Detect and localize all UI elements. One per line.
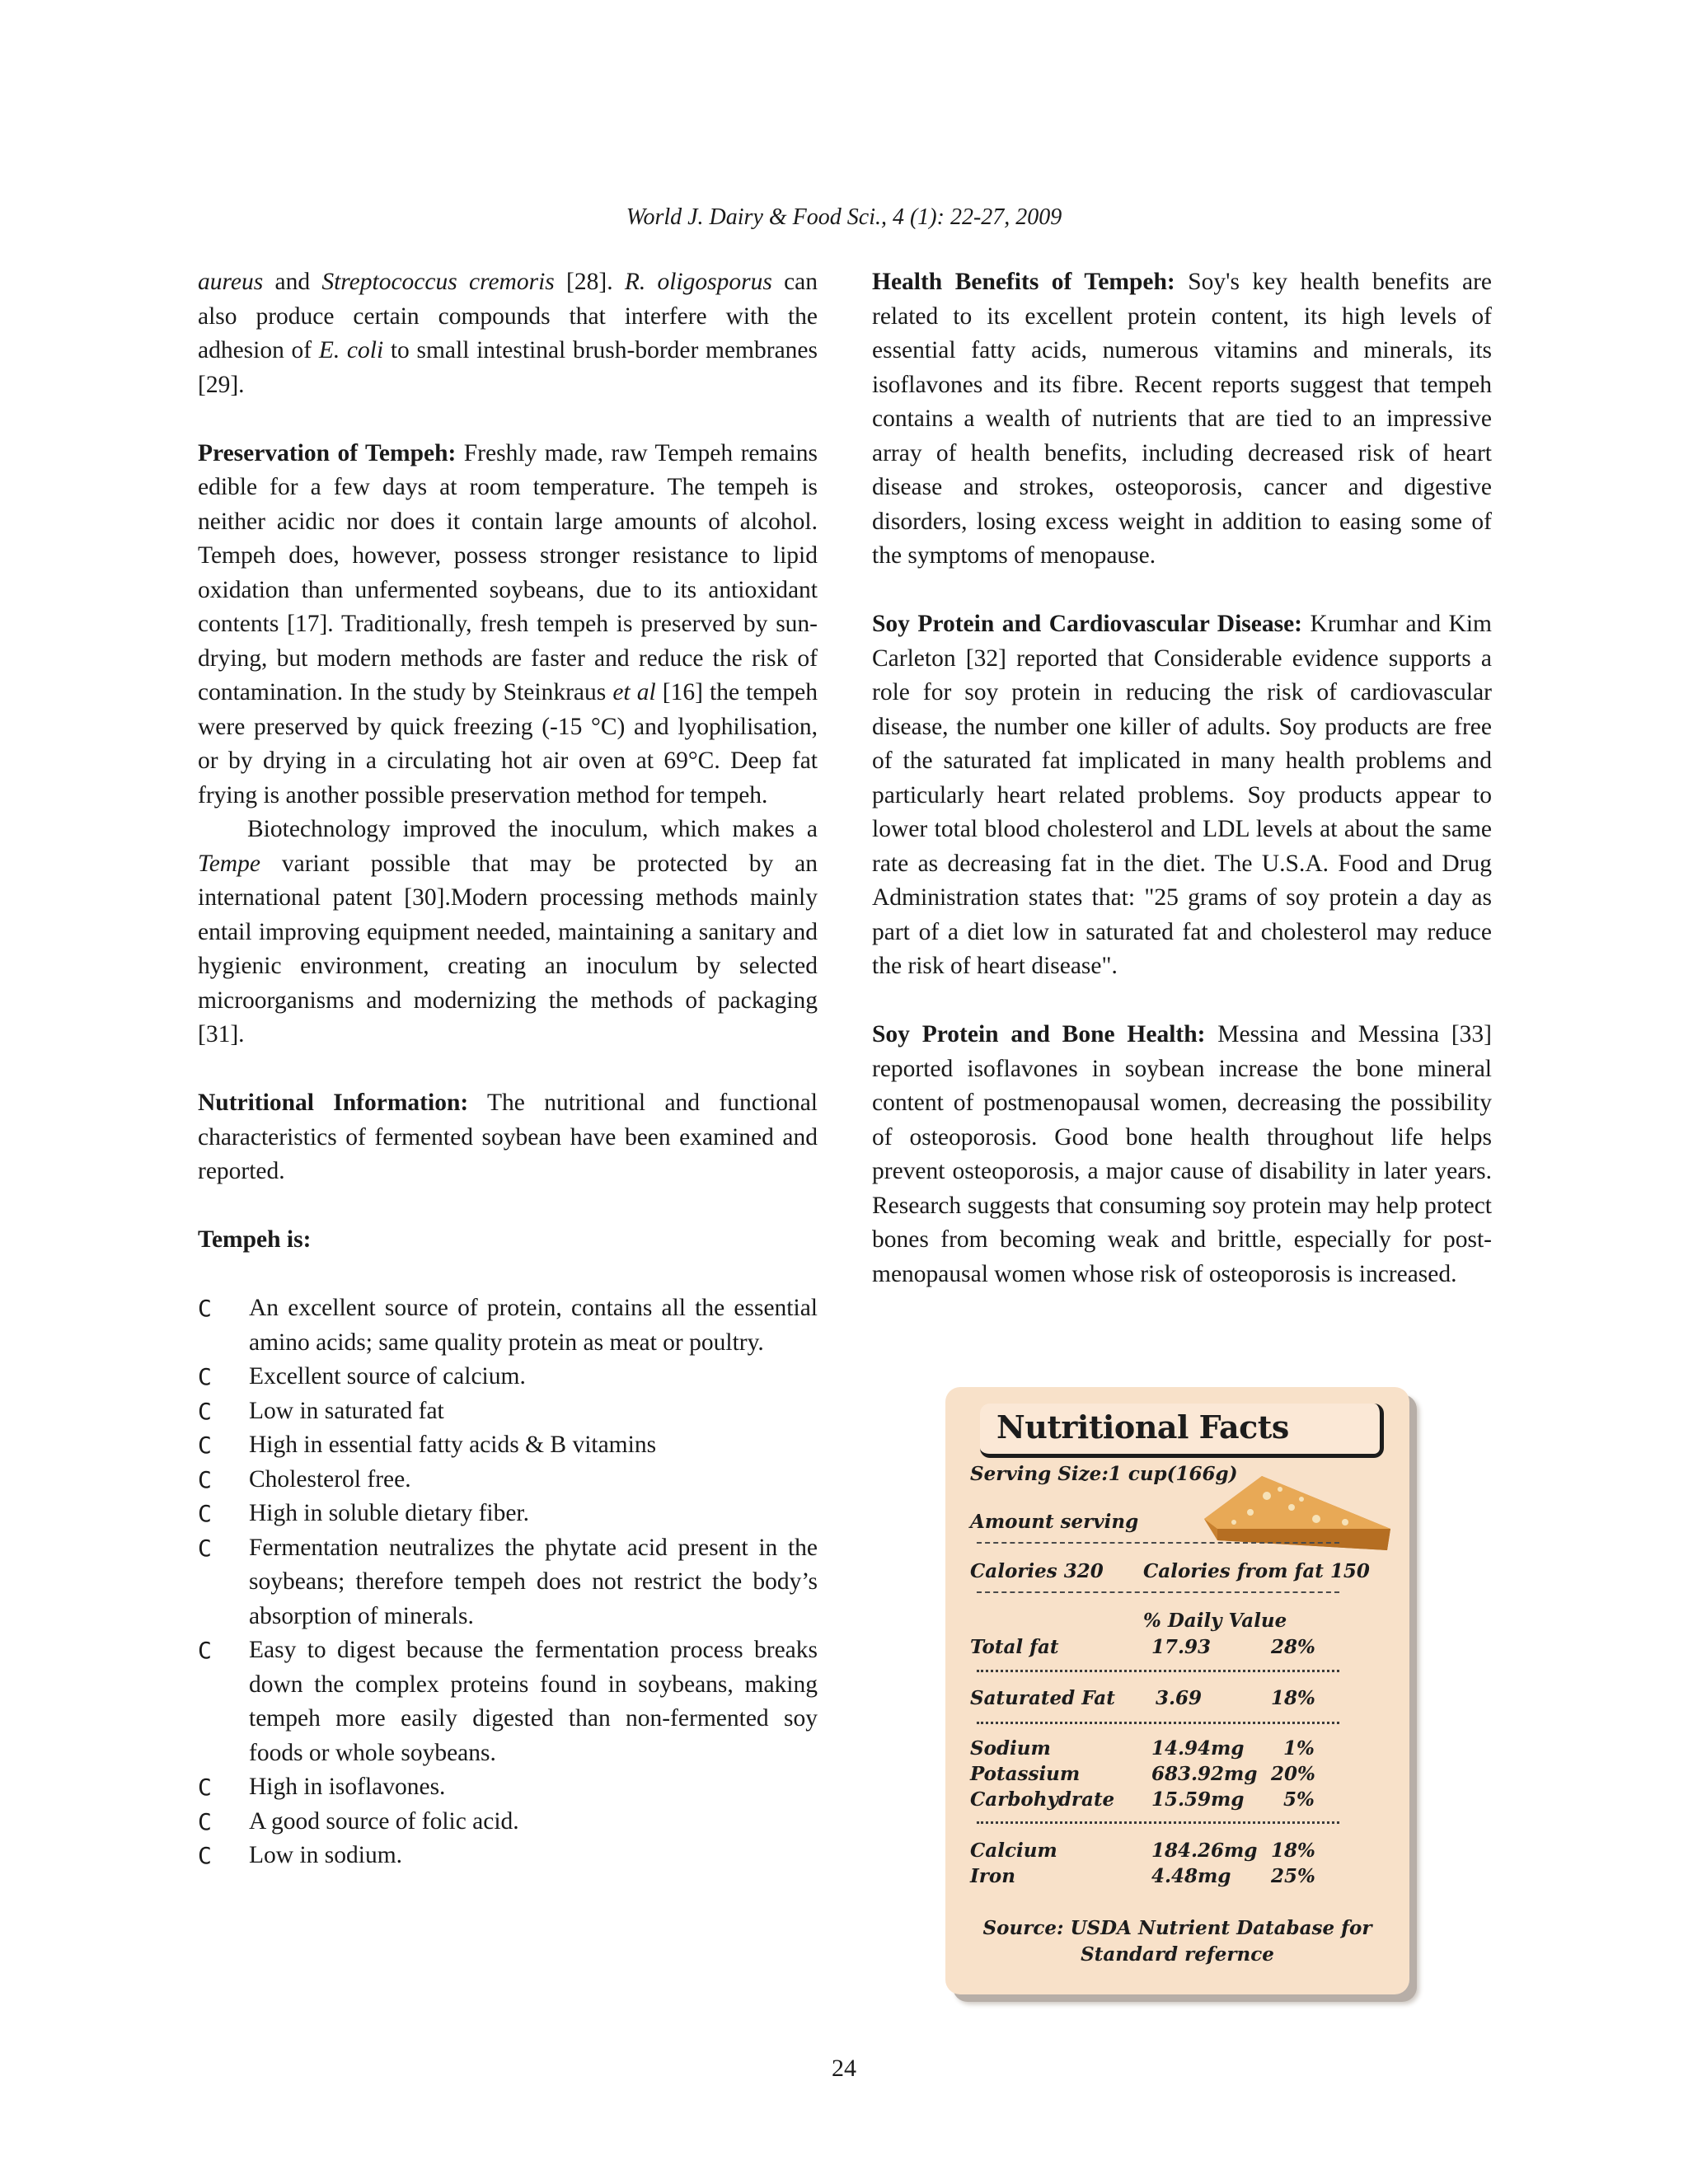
calories-from-fat: Calories from fat 150 (1143, 1560, 1370, 1582)
bullet-mark: C (198, 1295, 212, 1322)
nutrient-amount: 4.48mg (1151, 1865, 1231, 1887)
list-item: C High in isoflavones. (198, 1770, 818, 1805)
list-item: C High in essential fatty acids & B vitamins (198, 1428, 818, 1463)
nutritional-facts-figure (945, 1387, 1409, 1994)
list-item: C Low in sodium. (198, 1839, 818, 1873)
divider (977, 1591, 1339, 1593)
left-column (198, 265, 818, 1873)
divider (977, 1670, 1339, 1672)
bullet-mark: C (198, 1807, 212, 1835)
paragraph-bone-health: Soy Protein and Bone Health: Messina and Messina [33] reported isoflavones in soybean increase the bone mineral content of postmenopausal women, decreasing the possibility of osteoporosis. Good bone health throughout life helps prevent osteoporosis, a major cause of disability in later years. Research suggests that consuming soy protein may help protect bones from becoming weak and brittle, especially for post-menopausal women whose risk of osteoporosis is increased. (872, 1021, 1492, 1287)
list-item: C Fermentation neutralizes the phytate acid present in the soybeans; therefore tempeh does not restrict the body’s absorption of minerals. (198, 1531, 818, 1634)
bullet-mark: C (198, 1534, 212, 1562)
page-number: 24 (832, 2055, 856, 2082)
divider (977, 1722, 1339, 1724)
list-item: C A good source of folic acid. (198, 1805, 818, 1840)
section-heading-preservation: Preservation of Tempeh: (198, 439, 457, 466)
bullet-mark: C (198, 1637, 212, 1664)
paragraph-adhesion: aureus and Streptococcus cremoris [28]. R. oligosporus can also produce certain compounds that interfere with the adhesion of E. coli to small intestinal brush-border membranes [29]. (198, 269, 818, 398)
nutrient-percent: 20% (1271, 1763, 1315, 1785)
nutrient-amount: 184.26mg (1151, 1840, 1258, 1862)
nutrient-percent: 18% (1271, 1840, 1315, 1862)
nutrient-percent: 18% (1271, 1687, 1315, 1709)
nutritional-facts-title-box (980, 1404, 1384, 1458)
calories: Calories 320 (970, 1560, 1104, 1582)
bullet-mark: C (198, 1842, 212, 1869)
list-item: C Cholesterol free. (198, 1463, 818, 1497)
list-item: C High in soluble dietary fiber. (198, 1497, 818, 1531)
source-line-1: Source: USDA Nutrient Database for (982, 1917, 1372, 1939)
section-heading-cardiovascular: Soy Protein and Cardiovascular Disease: (872, 611, 1302, 637)
nutrient-percent: 28% (1271, 1636, 1315, 1658)
nutrient-amount: 14.94mg (1151, 1737, 1245, 1760)
nutrient-amount: 683.92mg (1151, 1763, 1258, 1785)
bullet-mark: C (198, 1465, 212, 1493)
nutrient-name: Calcium (970, 1840, 1057, 1862)
tempeh-benefits-list (198, 1291, 818, 1873)
nutrient-amount: 15.59mg (1151, 1788, 1245, 1811)
nutrient-name: Carbohydrate (970, 1788, 1115, 1811)
nutritional-facts-title: Nutritional Facts (996, 1408, 1289, 1446)
nutrient-amount: 17.93 (1151, 1636, 1212, 1658)
divider (977, 1542, 1339, 1544)
list-item: C Low in saturated fat (198, 1394, 818, 1429)
nutrient-name: Iron (970, 1865, 1015, 1887)
section-heading-health-benefits: Health Benefits of Tempeh: (872, 269, 1175, 295)
nutrient-name: Sodium (970, 1737, 1051, 1760)
serving-size: Serving Size:1 cup(166g) (970, 1463, 1238, 1485)
list-item: C Excellent source of calcium. (198, 1360, 818, 1394)
section-heading-nutritional-information: Nutritional Information: (198, 1090, 469, 1116)
list-item: C An excellent source of protein, contains all the essential amino acids; same quality protein as meat or poultry. (198, 1291, 818, 1360)
paragraph-preservation: Preservation of Tempeh: Freshly made, raw Tempeh remains edible for a few days at room temperature. The tempeh is neither acidic nor does it contain large amounts of alcohol. Tempeh does, however, possess stronger resistance to lipid oxidation than unfermented soybeans, due to its antioxidant contents [17]. Traditionally, fresh tempeh is preserved by sun-drying, but modern methods are faster and reduce the risk of contamination. In the study by Steinkraus et al [16] the tempeh were preserved by quick freezing (-15 °C) and lyophilisation, or by drying in a circulating hot air oven at 69°C. Deep fat frying is another possible preservation method for tempeh. (198, 439, 818, 808)
bullet-mark: C (198, 1432, 212, 1459)
paragraph-health-benefits: Health Benefits of Tempeh: Soy's key health benefits are related to its excellent protein content, its high levels of essential fatty acids, numerous vitamins and minerals, its isoflavones and its fibre. Recent reports suggest that tempeh contains a wealth of nutrients that are tied to an impressive array of health benefits, including decreased risk of heart disease and strokes, osteoporosis, cancer and digestive disorders, losing excess weight in addition to easing some of the symptoms of menopause. (872, 269, 1492, 569)
nutrient-percent: 25% (1271, 1865, 1315, 1887)
section-heading-bone-health: Soy Protein and Bone Health: (872, 1021, 1206, 1047)
list-item: C Easy to digest because the fermentation process breaks down the complex proteins found in soybeans, making tempeh more easily digested than non-fermented soy foods or whole soybeans. (198, 1633, 818, 1770)
divider (977, 1821, 1339, 1824)
right-column (872, 265, 1492, 1291)
nutrient-amount: 3.69 (1156, 1687, 1203, 1709)
bullet-mark: C (198, 1397, 212, 1425)
nutrient-percent: 1% (1283, 1737, 1315, 1760)
nutrient-name: Saturated Fat (970, 1687, 1115, 1709)
nutrient-name: Total fat (970, 1636, 1059, 1658)
paragraph-nutritional-information: Nutritional Information: The nutritional and functional characteristics of fermented soybean have been examined and reported. (198, 1090, 818, 1184)
paragraph-cardiovascular: Soy Protein and Cardiovascular Disease: Krumhar and Kim Carleton [32] reported that Considerable evidence supports a role for soy protein in reducing the risk of cardiovascular disease, the number one killer of adults. Soy products are free of the saturated fat implicated in many health problems and particularly heart related problems. Soy products appear to lower total blood cholesterol and LDL levels at about the same rate as decreasing fat in the diet. The U.S.A. Food and Drug Administration states that: "25 grams of soy protein a day as part of a diet low in saturated fat and cholesterol may reduce the risk of heart disease". (872, 611, 1493, 979)
nutrient-name: Potassium (970, 1763, 1081, 1785)
source-line-2: Standard refernce (1081, 1943, 1274, 1966)
amount-serving: Amount serving (970, 1511, 1139, 1533)
list-heading: Tempeh is: (198, 1226, 312, 1253)
bullet-mark: C (198, 1774, 212, 1801)
bullet-mark: C (198, 1363, 212, 1390)
bullet-mark: C (198, 1500, 212, 1527)
daily-value-label: % Daily Value (1143, 1610, 1287, 1632)
paragraph-biotechnology: Biotechnology improved the inoculum, which makes a Tempe variant possible that may be protected by an international patent [30].Modern processing methods mainly entail improving equipment needed, maintaining a sanitary and hygienic environment, creating an inoculum by selected microorganisms and modernizing the methods of packaging [31]. (198, 816, 818, 1047)
running-header: World J. Dairy & Food Sci., 4 (1): 22-27, 2009 (626, 204, 1062, 230)
nutrient-percent: 5% (1283, 1788, 1315, 1811)
